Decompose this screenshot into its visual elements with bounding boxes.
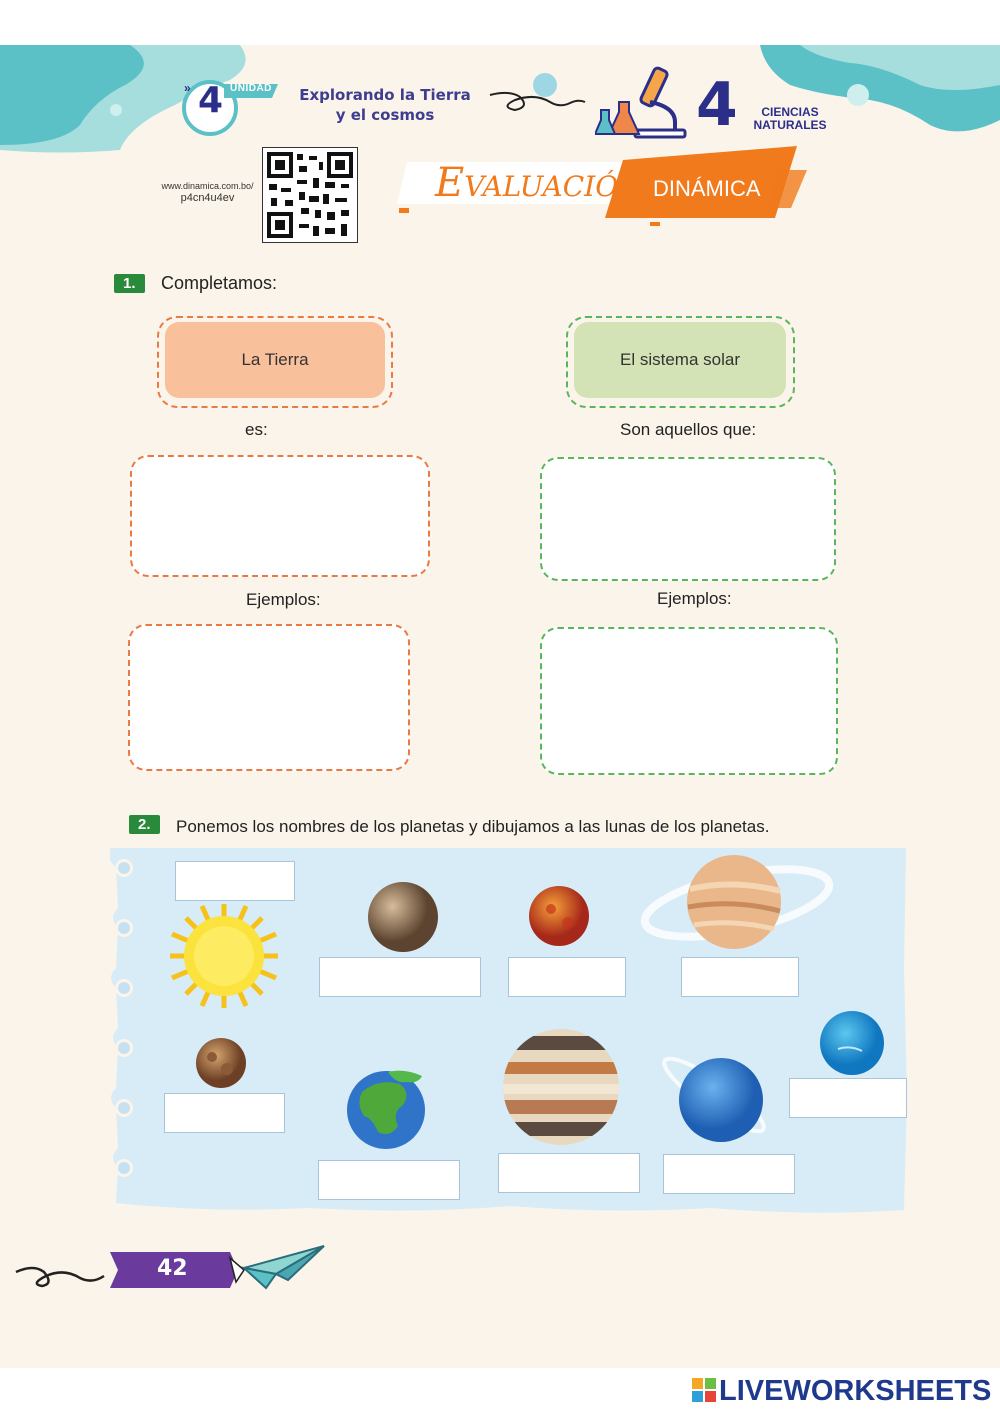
microscope-icon xyxy=(595,62,690,140)
qr-code xyxy=(262,147,358,243)
mercury-image xyxy=(194,1037,248,1089)
concept-earth: La Tierra xyxy=(165,322,385,398)
liveworksheets-brand[interactable]: LIVEWORKSHEETS xyxy=(719,1375,992,1407)
planet-name-input-3[interactable] xyxy=(508,957,626,997)
question-2-number: 2. xyxy=(129,815,160,834)
concept-solar-system: El sistema solar xyxy=(574,322,786,398)
question-1-number: 1. xyxy=(114,274,145,293)
earth-examples-label: Ejemplos: xyxy=(246,590,321,609)
solar-definition-input[interactable] xyxy=(540,457,836,581)
earth-definition-input[interactable] xyxy=(130,455,430,577)
earth-image xyxy=(342,1066,432,1150)
planet-name-input-6[interactable] xyxy=(789,1078,907,1118)
mars-image xyxy=(526,885,592,947)
saturn-image xyxy=(640,855,835,950)
svg-text:»: » xyxy=(184,81,191,95)
unit-title-line2: y el cosmos xyxy=(335,106,435,124)
sun-image xyxy=(168,902,280,1010)
solar-examples-input[interactable] xyxy=(540,627,838,775)
unit-label: UNIDAD xyxy=(230,83,272,94)
earth-examples-input[interactable] xyxy=(128,624,410,771)
subject-line2: NATURALES xyxy=(753,118,827,132)
earth-definition-label: es: xyxy=(245,420,268,439)
planet-name-input-8[interactable] xyxy=(498,1153,640,1193)
page-number: 42 xyxy=(157,1256,188,1281)
evaluation-tag: DINÁMICA xyxy=(653,176,761,201)
venus-image xyxy=(366,880,440,954)
liveworksheets-logo-icon xyxy=(692,1378,716,1402)
planet-name-input-4[interactable] xyxy=(681,957,799,997)
evaluation-title: Evaluación xyxy=(435,160,643,206)
unit-title xyxy=(290,85,480,125)
planet-name-input-1[interactable] xyxy=(175,861,295,901)
subject-label xyxy=(750,106,830,132)
planet-name-input-5[interactable] xyxy=(164,1093,285,1133)
unit-title-line1: Explorando la Tierra xyxy=(299,86,471,104)
subject-line1: CIENCIAS xyxy=(761,105,819,119)
jupiter-image xyxy=(500,1028,622,1146)
solar-examples-label: Ejemplos: xyxy=(657,589,732,608)
resource-url[interactable] xyxy=(150,180,265,204)
neptune-image xyxy=(818,1009,886,1077)
url-line1: www.dinamica.com.bo/ xyxy=(161,181,254,191)
planet-name-input-2[interactable] xyxy=(319,957,481,997)
planet-name-input-9[interactable] xyxy=(663,1154,795,1194)
solar-definition-label: Son aquellos que: xyxy=(620,420,757,439)
uranus-image xyxy=(652,1045,777,1145)
url-line2: p4cn4u4ev xyxy=(180,192,235,204)
question-1-prompt: Completamos: xyxy=(161,273,278,293)
unit-number: 4 xyxy=(198,80,224,121)
question-2-prompt: Ponemos los nombres de los planetas y dibujamos a las lunas de los planetas. xyxy=(176,817,770,836)
planet-name-input-7[interactable] xyxy=(318,1160,460,1200)
grade-number: 4 xyxy=(696,70,738,140)
